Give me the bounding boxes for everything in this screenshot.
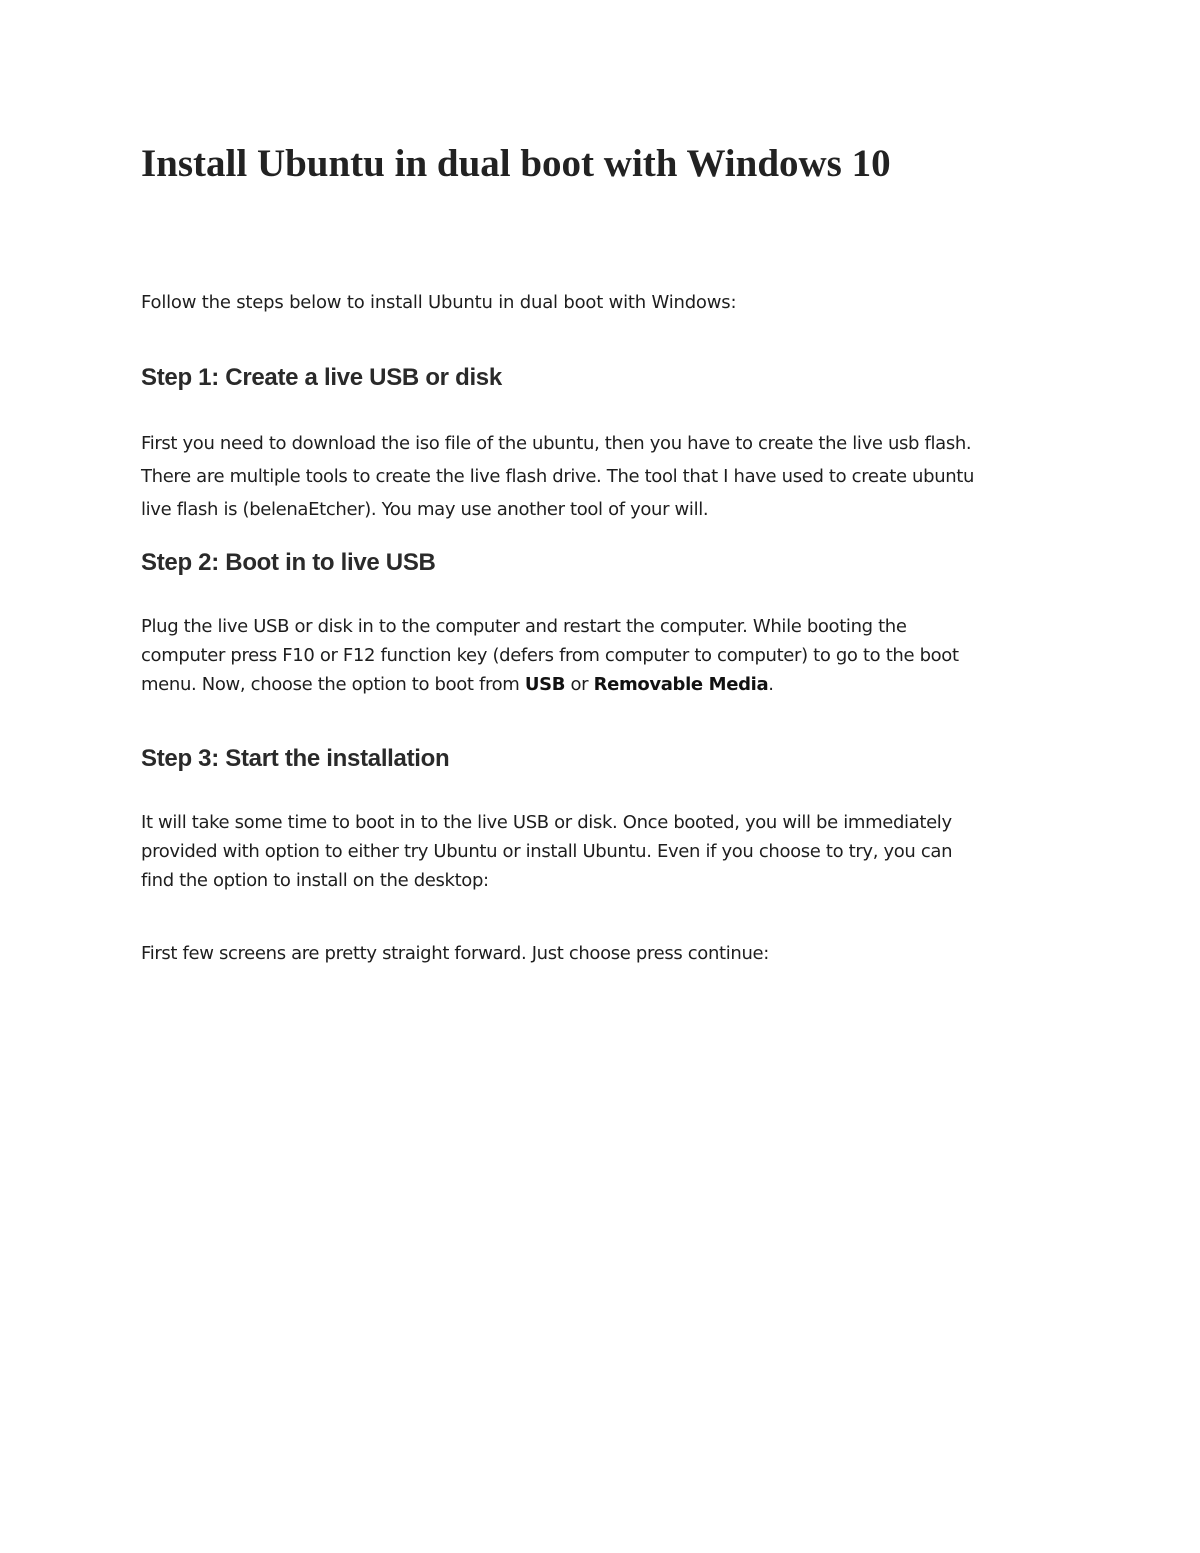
step-3-line-1: It will take some time to boot in to the live USB or disk. Once booted, you will be immediately [141,812,952,833]
closing-line: First few screens are pretty straight forward. Just choose press continue: [141,943,769,964]
step-2-line-2: computer press F10 or F12 function key (defers from computer to computer) to go to the boot [141,645,959,666]
step-1-paragraph [141,427,1081,526]
step-2-paragraph [141,612,1081,699]
step-2-line-3-mid: or [565,674,594,695]
step-2-line-3-suffix: . [768,674,774,695]
step-1-line-2: There are multiple tools to create the live flash drive. The tool that I have used to create ubuntu [141,466,975,487]
step-2-line-3-prefix: menu. Now, choose the option to boot from [141,674,525,695]
closing-paragraph [141,940,1081,968]
step-1-heading: Step 1: Create a live USB or disk [141,364,502,391]
usb-bold-term: USB [524,674,566,695]
intro-paragraph: Follow the steps below to install Ubuntu in dual boot with Windows: [141,292,737,313]
step-3-heading: Step 3: Start the installation [141,745,450,772]
step-2-heading: Step 2: Boot in to live USB [141,549,436,576]
step-1-line-3: live flash is (belenaEtcher). You may use another tool of your will. [141,499,709,520]
step-3-paragraph [141,808,1081,895]
step-3-line-3: find the option to install on the desktop: [141,870,489,891]
step-1-line-1: First you need to download the iso file of the ubuntu, then you have to create the live usb flash. [141,433,972,454]
step-2-line-3 [141,670,1081,699]
document-title: Install Ubuntu in dual boot with Windows 10 [141,142,891,185]
removable-media-bold-term: Removable Media [593,674,769,695]
step-3-line-2: provided with option to either try Ubuntu or install Ubuntu. Even if you choose to try, you can [141,841,953,862]
step-2-line-1: Plug the live USB or disk in to the computer and restart the computer. While booting the [141,616,907,637]
